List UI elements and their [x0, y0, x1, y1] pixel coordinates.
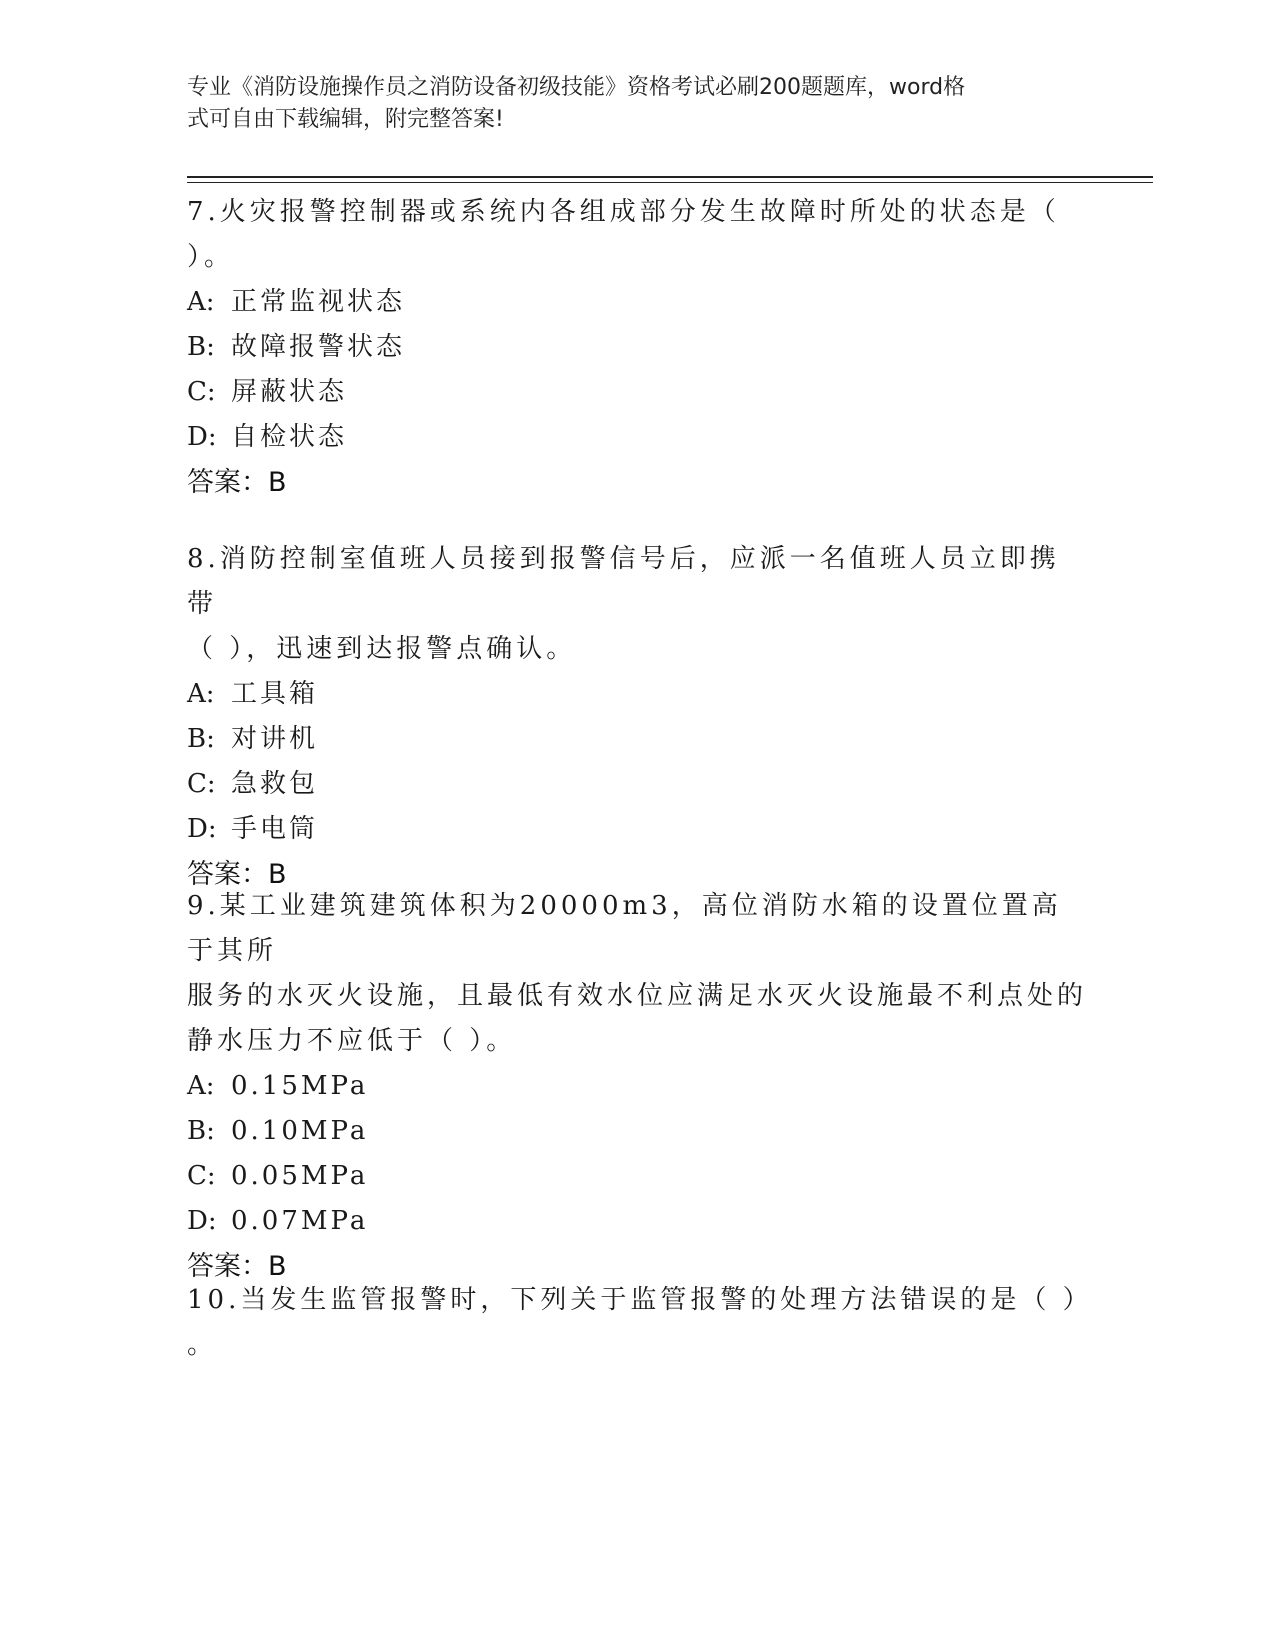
option-a: [187, 1064, 1087, 1109]
option-d: [187, 807, 1087, 852]
option-letter: A:: [187, 1071, 215, 1101]
option-c: [187, 762, 1087, 807]
option-text: 工具箱: [231, 679, 319, 709]
option-a: [187, 280, 1087, 325]
option-letter: C:: [187, 769, 216, 799]
option-letter: A:: [187, 287, 215, 317]
option-text: 0.10MPa: [231, 1116, 369, 1146]
option-text: 手电筒: [231, 814, 319, 844]
option-a: [187, 672, 1087, 717]
option-text: 0.07MPa: [231, 1206, 369, 1236]
option-letter: C:: [187, 1161, 216, 1191]
option-b: [187, 1109, 1087, 1154]
option-text: 屏蔽状态: [231, 377, 348, 407]
stem-line: （ ），迅速到达报警点确认。: [187, 634, 577, 664]
stem-line: 8.消防控制室值班人员接到报警信号后，应派一名值班人员立即携带: [187, 544, 1060, 619]
option-text: 对讲机: [231, 724, 319, 754]
document-header: [187, 72, 1067, 136]
option-text: 正常监视状态: [231, 287, 406, 317]
option-text: 急救包: [231, 769, 319, 799]
option-letter: B:: [187, 724, 215, 754]
answer-label: 答案：B: [187, 1251, 287, 1282]
option-text: 0.05MPa: [231, 1161, 369, 1191]
header-divider-thin: [187, 182, 1153, 183]
stem-line: 。: [187, 1330, 218, 1360]
header-divider-thick: [187, 176, 1153, 178]
option-b: [187, 717, 1087, 762]
option-text: 故障报警状态: [231, 332, 406, 362]
option-c: [187, 370, 1087, 415]
answer-label: 答案：B: [187, 859, 287, 890]
question-stem: [187, 190, 1087, 280]
option-letter: D:: [187, 814, 217, 844]
question-stem: [187, 884, 1087, 1064]
option-text: 0.15MPa: [231, 1071, 369, 1101]
option-c: [187, 1154, 1087, 1199]
option-b: [187, 325, 1087, 370]
question-8: [187, 537, 1087, 897]
option-letter: A:: [187, 679, 215, 709]
header-line-1: 专业《消防设施操作员之消防设备初级技能》资格考试必刷200题题库，word格: [187, 75, 966, 100]
stem-line: ）。: [187, 242, 235, 272]
header-line-2: 式可自由下载编辑，附完整答案!: [187, 107, 504, 132]
question-7: [187, 190, 1087, 505]
option-letter: B:: [187, 1116, 215, 1146]
option-d: [187, 1199, 1087, 1244]
option-letter: D:: [187, 1206, 217, 1236]
option-letter: C:: [187, 377, 216, 407]
option-d: [187, 415, 1087, 460]
stem-line: 静水压力不应低于（ ）。: [187, 1026, 517, 1056]
stem-line: 9.某工业建筑建筑体积为20000m3，高位消防水箱的设置位置高于其所: [187, 891, 1062, 966]
question-9: [187, 884, 1087, 1289]
stem-line: 10.当发生监管报警时，下列关于监管报警的处理方法错误的是（ ）: [187, 1285, 1093, 1315]
option-text: 自检状态: [231, 422, 348, 452]
option-letter: D:: [187, 422, 217, 452]
stem-line: 服务的水灭火设施，且最低有效水位应满足水灭火设施最不利点处的: [187, 981, 1088, 1011]
option-letter: B:: [187, 332, 215, 362]
answer-label: 答案：B: [187, 467, 287, 498]
stem-line: 7.火灾报警控制器或系统内各组成部分发生故障时所处的状态是（: [187, 197, 1060, 227]
question-stem: [187, 537, 1087, 672]
question-stem: [187, 1278, 1093, 1368]
question-10: [187, 1278, 1093, 1368]
